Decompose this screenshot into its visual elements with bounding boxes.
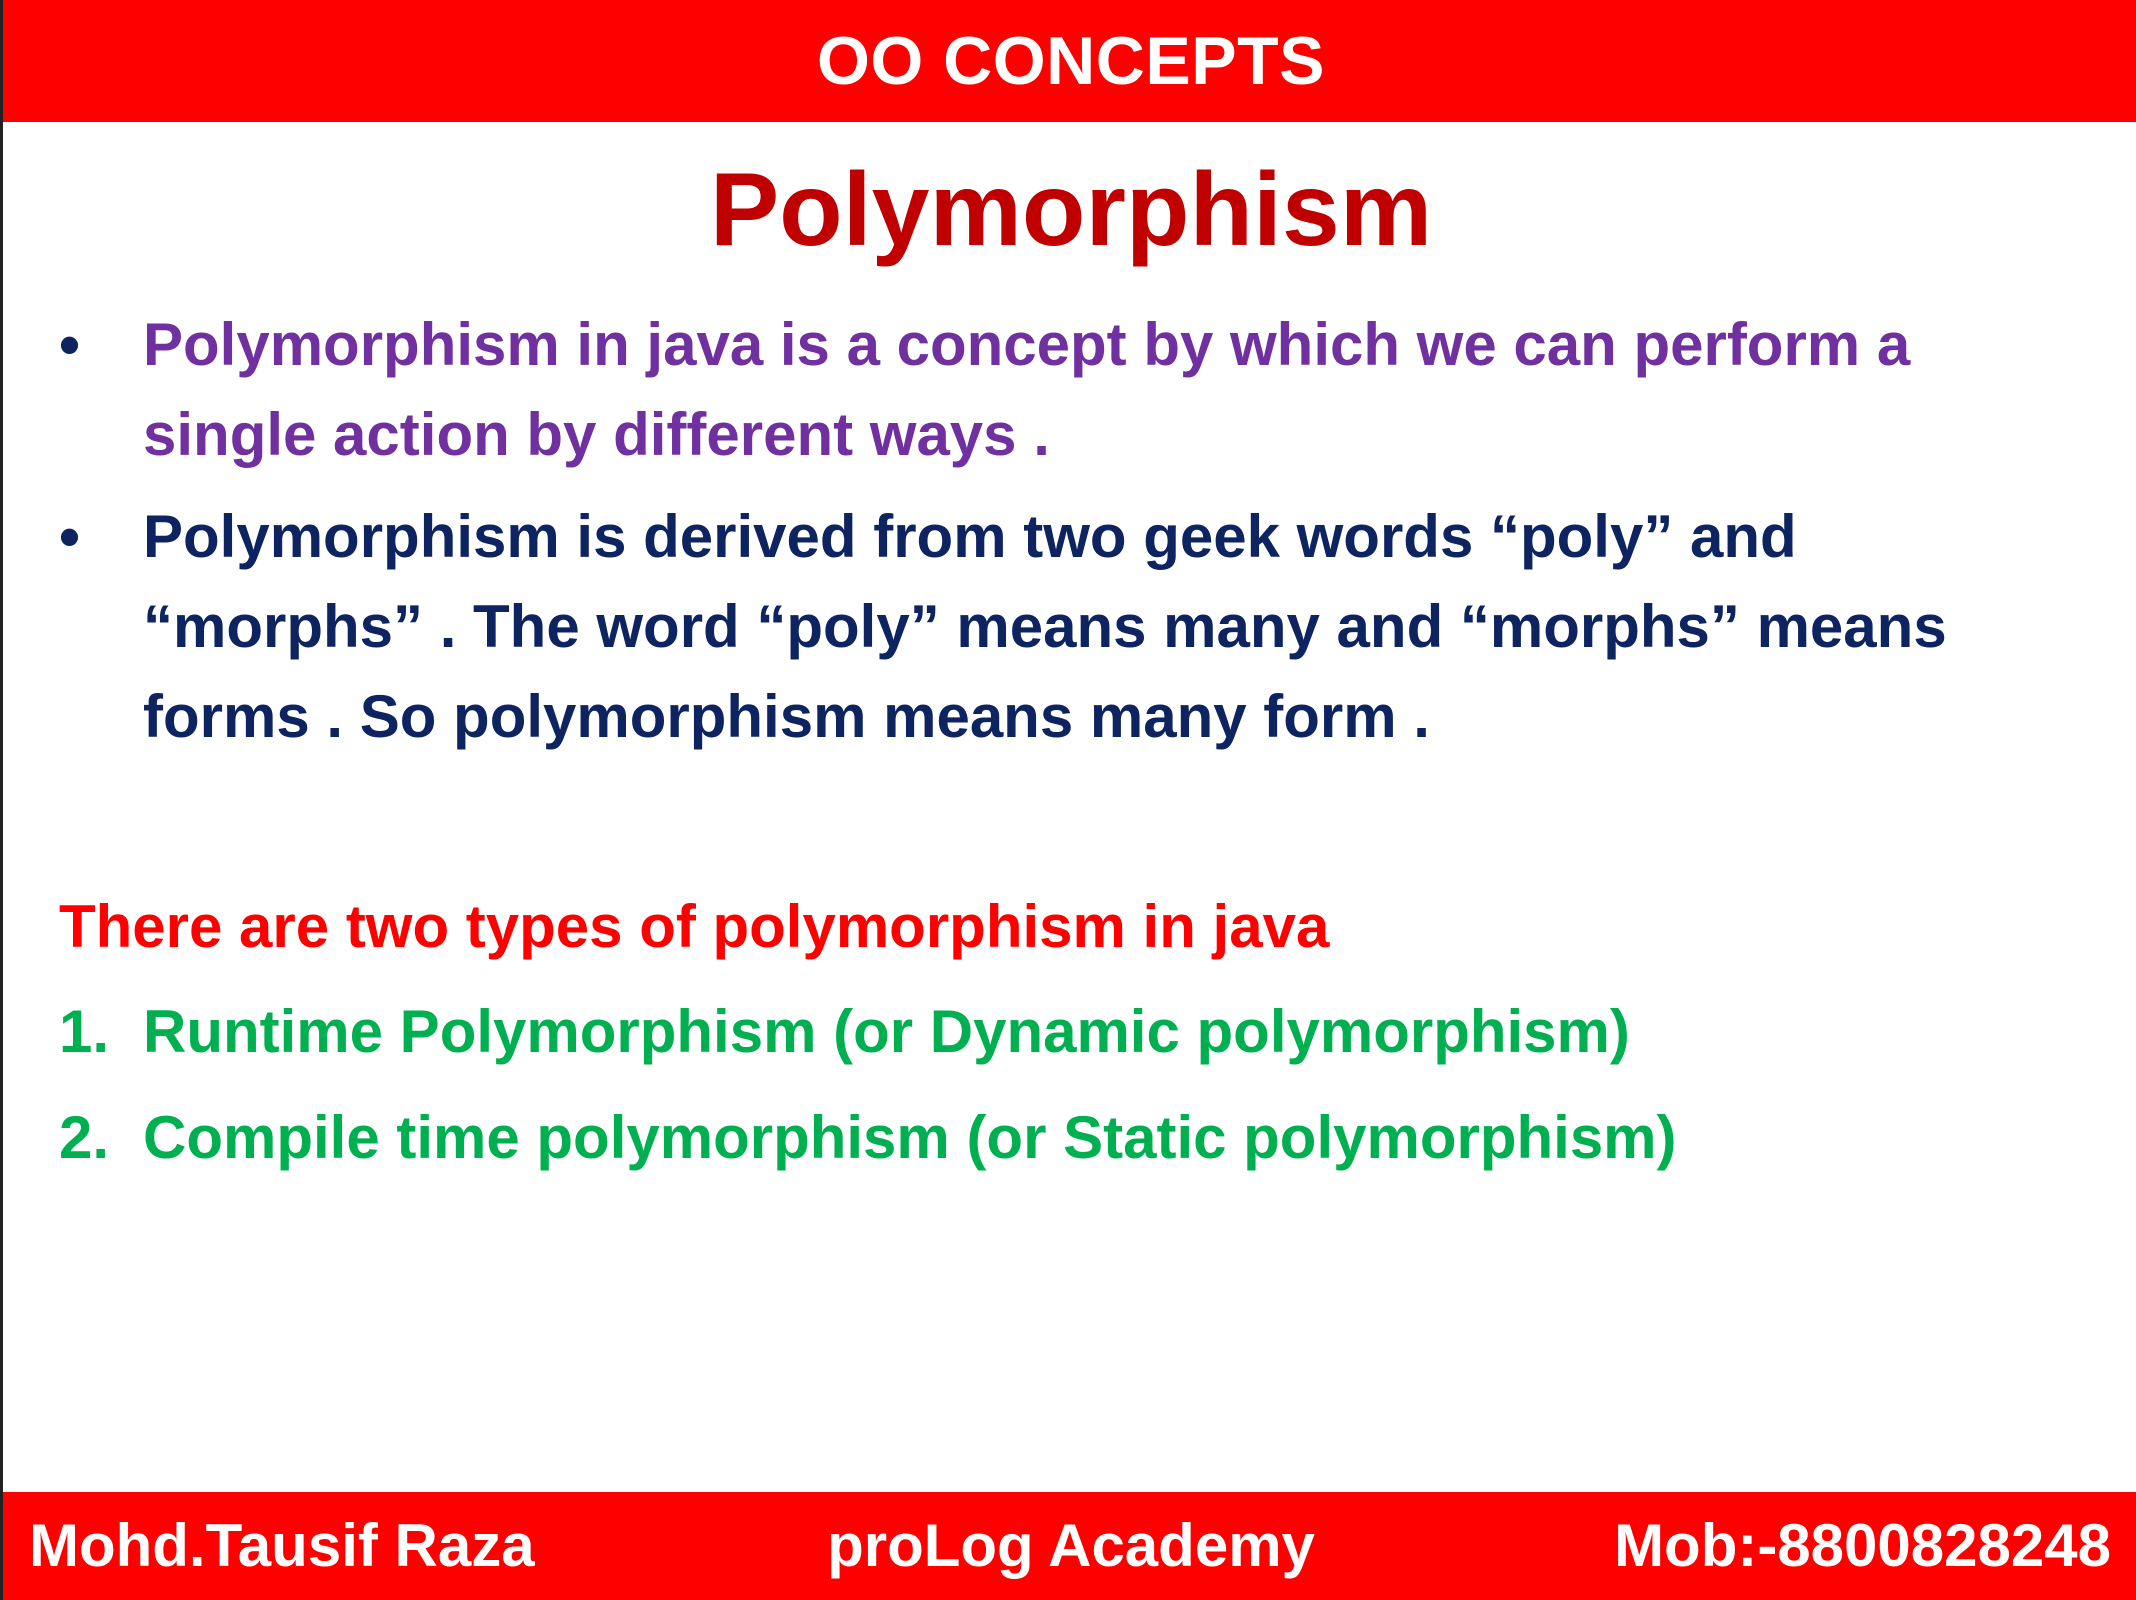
footer-phone: Mob:-8800828248 xyxy=(1614,1512,2111,1579)
bullet-marker: • xyxy=(59,311,81,378)
types-heading: There are two types of polymorphism in java xyxy=(59,893,1330,960)
header-title: OO CONCEPTS xyxy=(817,23,1325,99)
type-number: 2. xyxy=(59,1104,110,1171)
slide-title: Polymorphism xyxy=(709,152,1433,268)
bullet-list xyxy=(59,300,2089,762)
footer-author: Mohd.Tausif Raza xyxy=(29,1512,535,1579)
type-item-runtime xyxy=(59,990,1677,1074)
bullet-marker: • xyxy=(59,503,81,570)
bullet-item xyxy=(59,492,2089,762)
type-text: Compile time polymorphism (or Static polymorphism) xyxy=(143,1104,1677,1171)
header-bar xyxy=(3,0,2136,122)
type-text: Runtime Polymorphism (or Dynamic polymorphism) xyxy=(143,998,1630,1065)
footer-academy: proLog Academy xyxy=(827,1512,1315,1579)
footer-bar xyxy=(3,1492,2136,1600)
bullet-text: Polymorphism is derived from two geek words “poly” and “morphs” . The word “poly” means many and “morphs” means forms . So polymorphism means many form . xyxy=(143,503,1947,750)
type-item-compile-time xyxy=(59,1096,1677,1180)
bullet-item xyxy=(59,300,2089,480)
type-number: 1. xyxy=(59,998,110,1065)
bullet-text: Polymorphism in java is a concept by which we can perform a single action by different ways . xyxy=(143,311,1911,468)
types-list xyxy=(59,990,1677,1202)
